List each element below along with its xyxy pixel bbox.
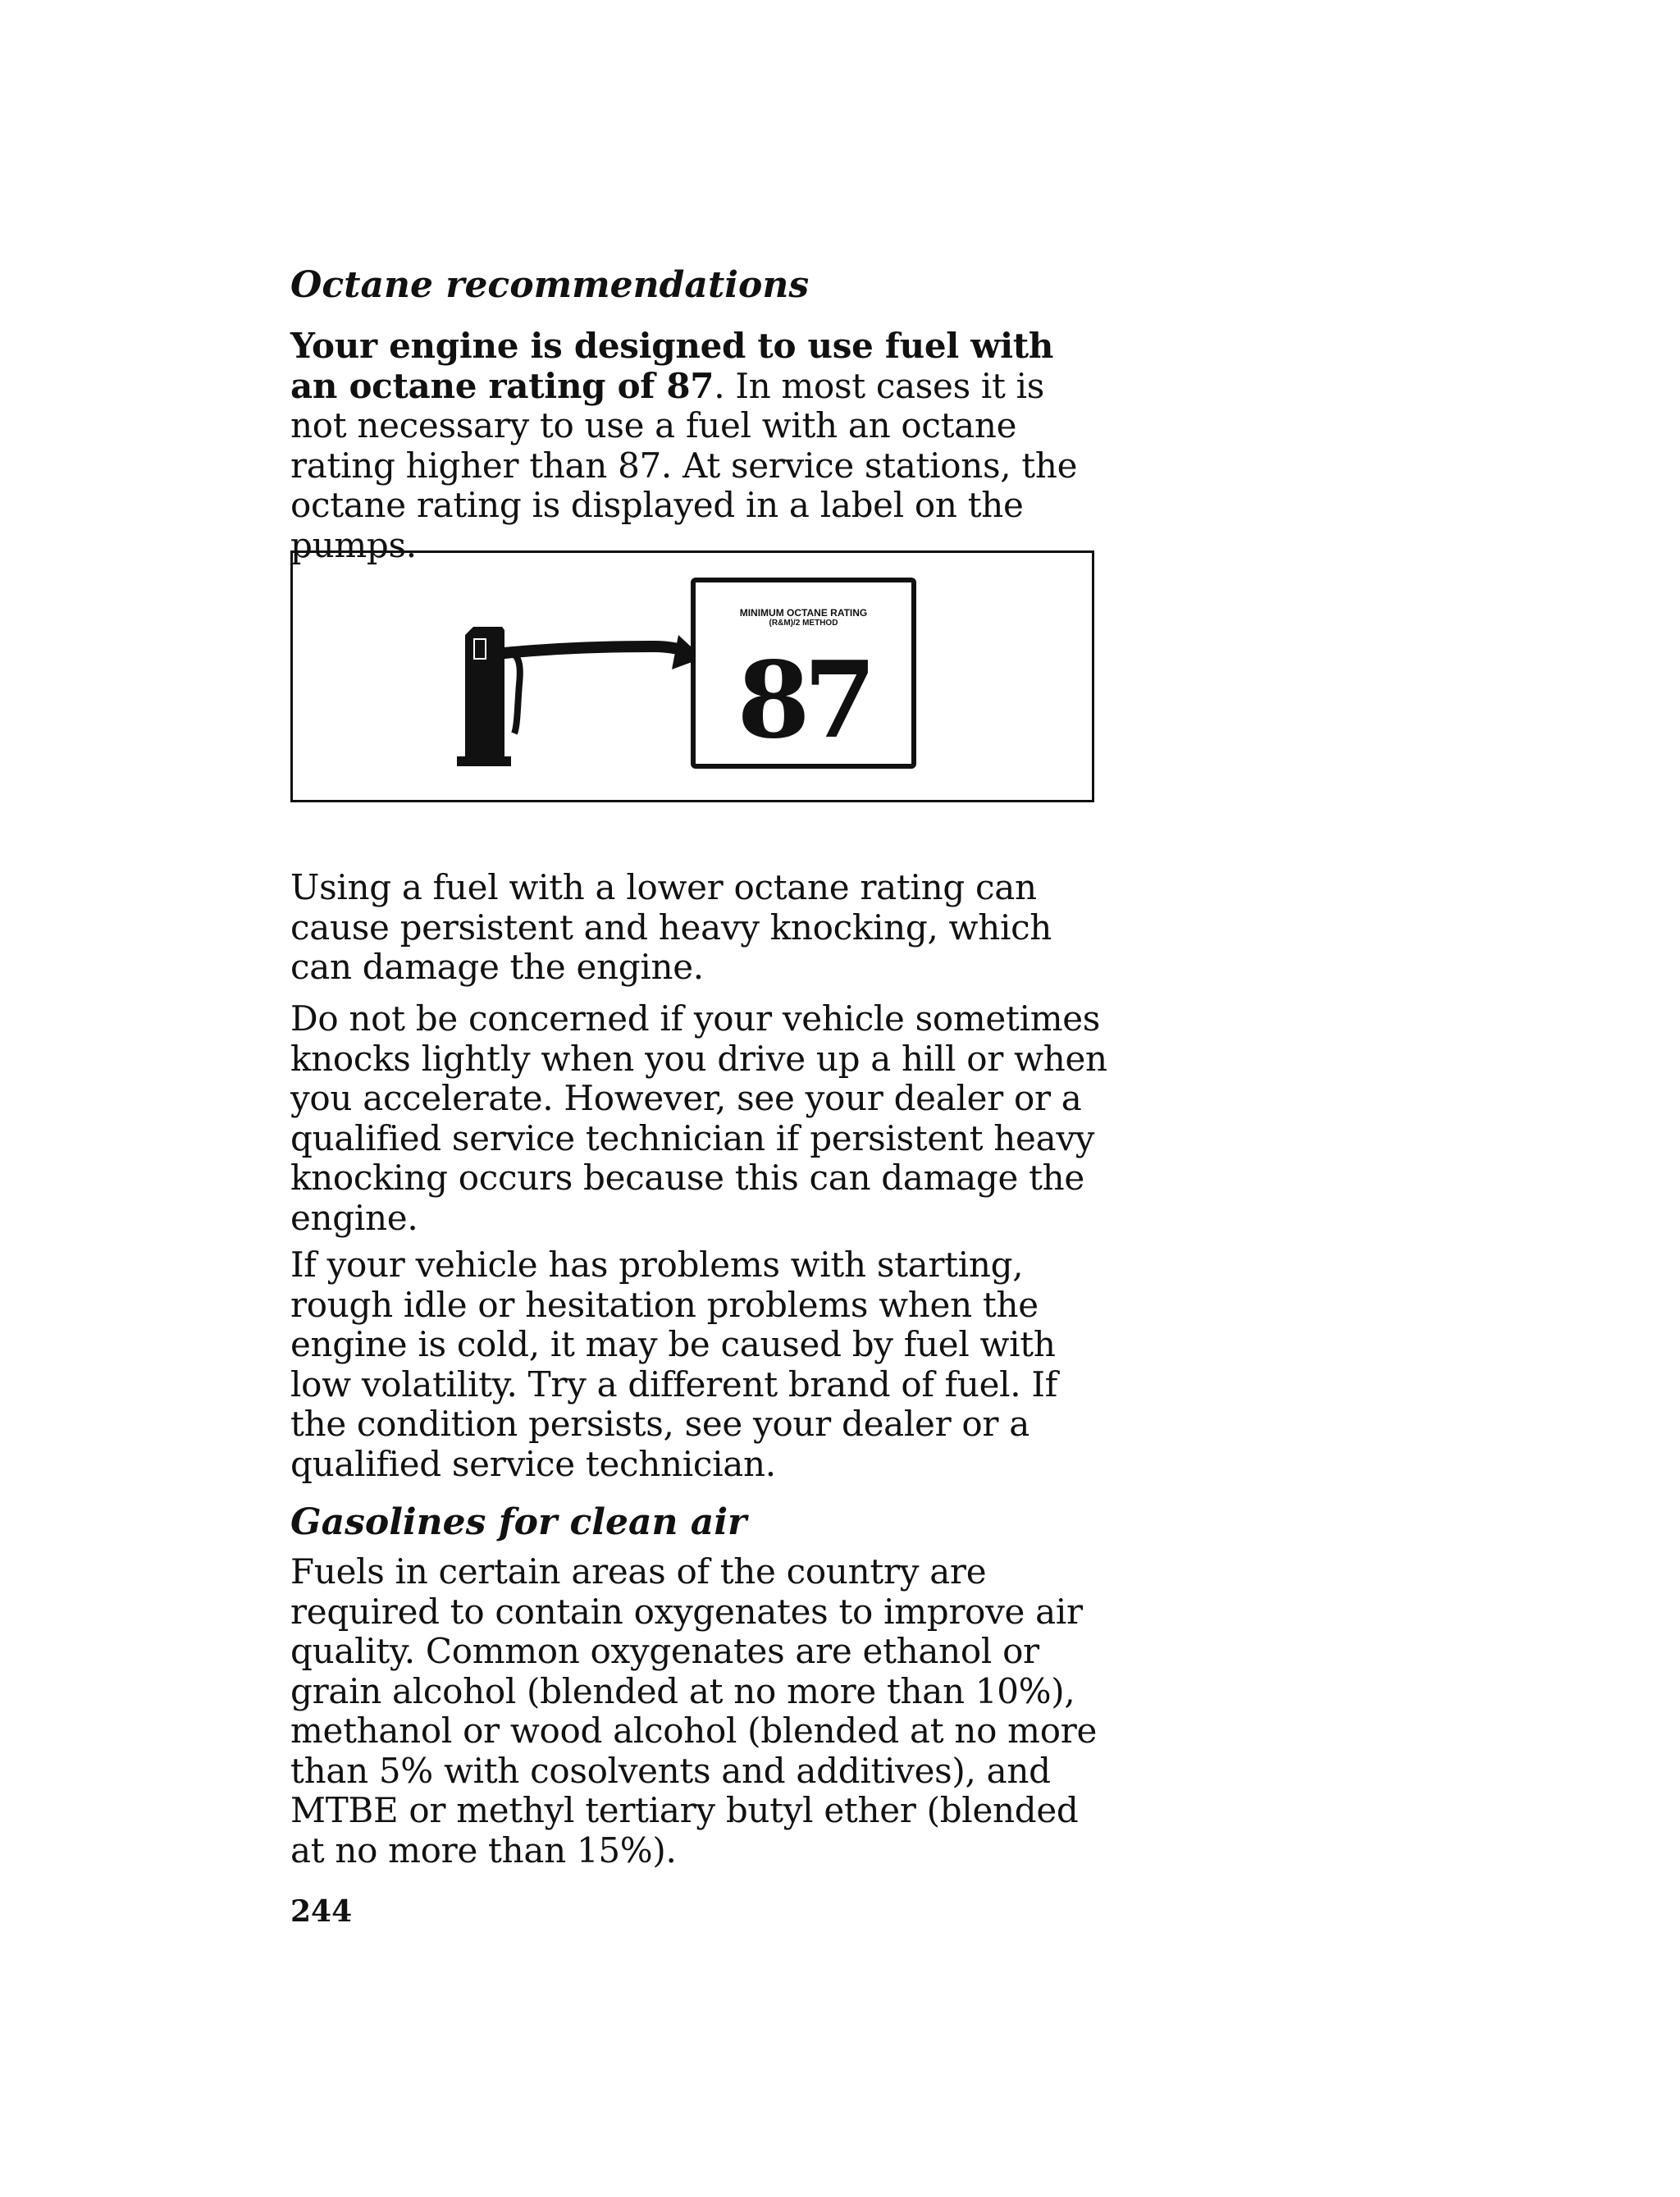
paragraph-knocking: Do not be concerned if your vehicle sometimes knocks lightly when you drive up a hill or when you accelerate. However, see your dealer or a qualified service technician if persistent heavy knocking occurs because this can damage the engine. bbox=[290, 998, 1107, 1238]
paragraph-oxygenates: Fuels in certain areas of the country are required to contain oxygenates to improve air quality. Common oxygenates are ethanol or grain alcohol (blended at no more than 10%), methanol or wood alcohol (blended at no more than 5% with cosolvents and additives), and MTBE or methyl tertiary butyl ether (blended at no more than 15%). bbox=[290, 1551, 1098, 1870]
heading-octane-recommendations: Octane recommendations bbox=[290, 264, 810, 306]
label-octane-number: 87 bbox=[737, 639, 870, 762]
paragraph-octane-rating bbox=[290, 327, 1111, 565]
paragraph-octane-rating-rest: . In most cases it is not necessary to use a fuel with an octane rating higher than 87. At service stations, the octane rating is displayed in a label on the pumps. bbox=[290, 365, 1078, 565]
label-title: MINIMUM OCTANE RATING bbox=[739, 607, 868, 619]
page-number: 244 bbox=[290, 1894, 353, 1929]
paragraph-lower-octane: Using a fuel with a lower octane rating can cause persistent and heavy knocking, which can damage the engine. bbox=[290, 867, 1052, 987]
paragraph-octane-rating-bold: Your engine is designed to use fuel with an octane rating of 87 bbox=[290, 326, 1054, 406]
octane-label-figure bbox=[290, 550, 1094, 802]
octane-rating-label bbox=[691, 578, 916, 769]
label-method: (R&M)/2 METHOD bbox=[769, 619, 838, 628]
heading-gasolines-clean-air: Gasolines for clean air bbox=[290, 1501, 747, 1543]
arrow-icon bbox=[504, 635, 703, 669]
paragraph-starting-problems: If your vehicle has problems with starting, rough idle or hesitation problems when the engine is cold, it may be caused by fuel with low volatility. Try a different brand of fuel. If the condition persists, see your dealer or a qualified service technician. bbox=[290, 1245, 1057, 1484]
